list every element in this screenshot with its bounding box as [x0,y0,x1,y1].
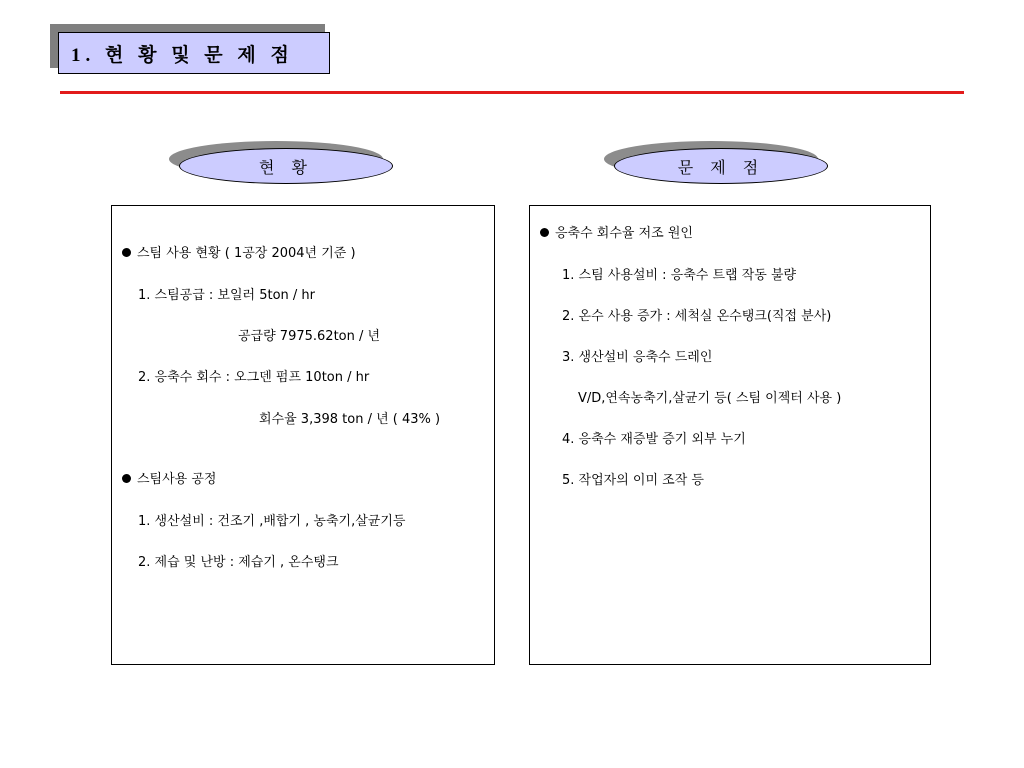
list-item: 공급량 7975.62ton / 년 [238,329,381,344]
list-item: 스팀 사용 현황 ( 1공장 2004년 기준 ) [122,242,356,261]
current-status-panel [111,205,495,665]
list-item: 회수율 3,398 ton / 년 ( 43% ) [259,412,441,427]
list-item: 응축수 회수율 저조 원인 [540,222,693,241]
page-title-box [58,32,330,74]
heading-current: 현 황 [259,157,313,177]
heading-problems: 문 제 점 [677,157,765,177]
list-item: 4. 응축수 재증발 증기 외부 누기 [562,432,746,447]
list-item: 5. 작업자의 이미 조작 등 [562,473,704,488]
list-item: 1. 스팀 사용설비 : 응축수 트랩 작동 불량 [562,268,797,283]
list-item: 2. 응축수 회수 : 오그덴 펌프 10ton / hr [138,370,370,385]
title-divider [60,91,964,94]
list-item: 3. 생산설비 응축수 드레인 [562,350,713,365]
list-item: 2. 제습 및 난방 : 제습기 , 온수탱크 [138,555,339,570]
list-item: 스팀사용 공정 [122,468,216,487]
bullet-icon [122,248,131,257]
heading-oval-current [179,148,393,184]
page-title: 1. 현 황 및 문 제 점 [71,44,294,66]
problems-panel [529,205,931,665]
list-item: V/D,연속농축기,살균기 등( 스팀 이젝터 사용 ) [578,391,842,406]
list-item: 1. 스팀공급 : 보일러 5ton / hr [138,288,316,303]
list-item: 2. 온수 사용 증가 : 세척실 온수탱크(직접 분사) [562,309,832,324]
bullet-icon [540,228,549,237]
bullet-icon [122,474,131,483]
heading-oval-problems [614,148,828,184]
list-item: 1. 생산설비 : 건조기 ,배합기 , 농축기,살균기등 [138,514,406,529]
